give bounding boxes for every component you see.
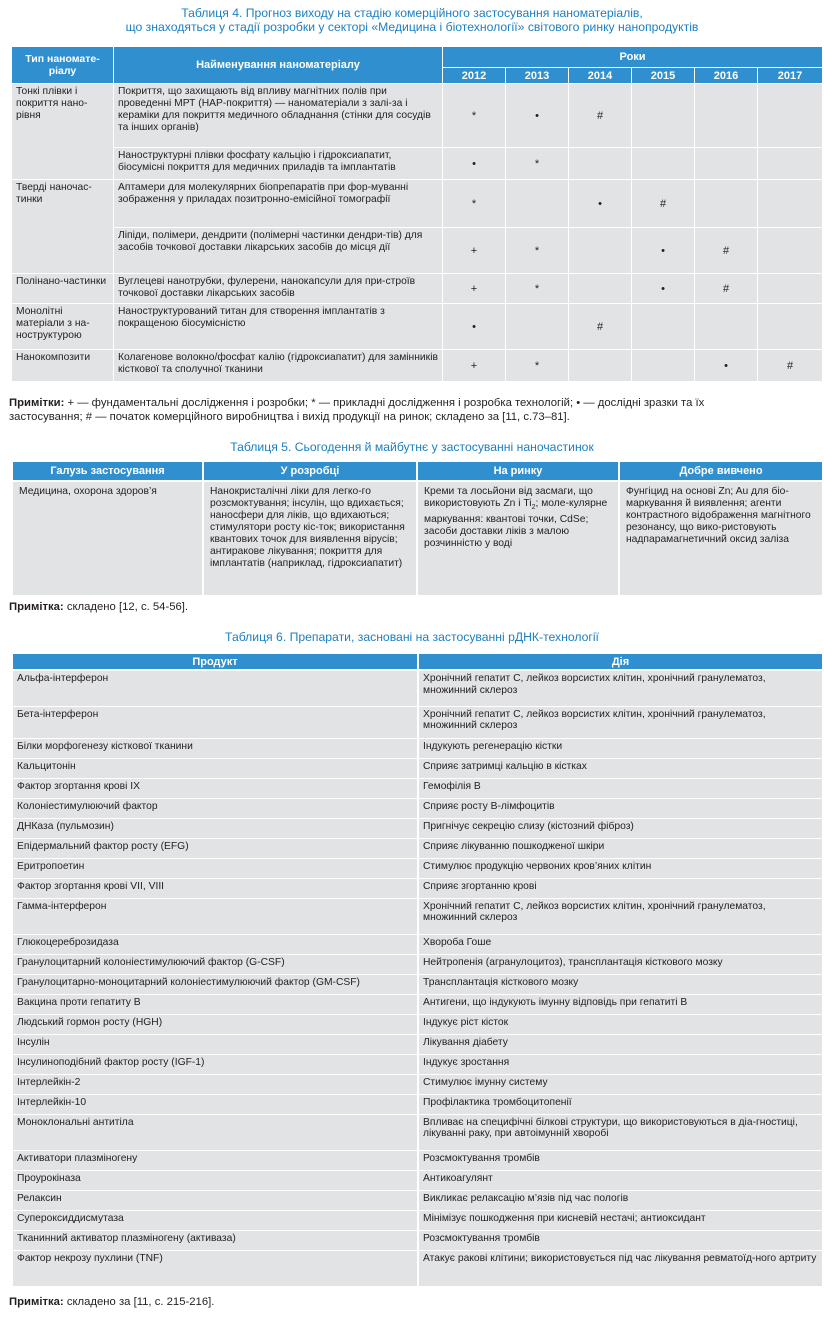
table6-product-cell: Гранулоцитарний колоніестимулюючий фактор (G-CSF) — [12, 954, 418, 974]
table4-mark-cell — [758, 84, 823, 148]
table4-mark-cell: # — [758, 350, 823, 382]
table6-row — [12, 1074, 823, 1094]
table6-row — [12, 974, 823, 994]
table6-action-cell: Розсмоктування тромбів — [418, 1230, 823, 1250]
table4-name-cell: Ліпіди, полімери, дендрити (полімерні частинки дендри-тів) для засобів точкової доставки лікарських засобів до місця дії — [114, 228, 443, 274]
table4-type-cell: Монолітні матеріали з на-ноструктурою — [12, 304, 114, 350]
table5-header-known: Добре вивчено — [619, 461, 823, 481]
table4-mark-cell: # — [569, 84, 632, 148]
table6-row — [12, 858, 823, 878]
table4-mark-cell: * — [506, 228, 569, 274]
table6-product-cell: Білки морфогенезу кісткової тканини — [12, 738, 418, 758]
table6-product-cell: Моноклональні антитіла — [12, 1114, 418, 1150]
table4-mark-cell — [695, 180, 758, 228]
table4-year-header: 2016 — [695, 68, 758, 84]
table4 — [11, 46, 823, 382]
table6-row — [12, 798, 823, 818]
table6-row — [12, 1190, 823, 1210]
table6-row — [12, 758, 823, 778]
table6-action-cell: Хронічний гепатит С, лейкоз ворсистих клітин, хронічний гранулематоз, множинний склероз — [418, 670, 823, 706]
table6-row — [12, 994, 823, 1014]
table6-product-cell: Фактор згортання крові IX — [12, 778, 418, 798]
table4-name-cell: Покриття, що захищають від впливу магнітних полів при проведенні МРТ (НАР-покриття) — наноматеріали з залі-за і кераміки для покриття медичного обладнання (стінки для сосудів та інших органів) — [114, 84, 443, 148]
table4-mark-cell: • — [506, 84, 569, 148]
table4-mark-cell — [758, 274, 823, 304]
table6-header-product: Продукт — [12, 653, 418, 670]
table4-mark-cell: + — [443, 274, 506, 304]
table6-product-cell: Колоніестимулюючий фактор — [12, 798, 418, 818]
table4-mark-cell: • — [443, 148, 506, 180]
table4-mark-cell: • — [443, 304, 506, 350]
table6-action-cell: Хронічний гепатит С, лейкоз ворсистих клітин, хронічний гранулематоз, множинний склероз — [418, 706, 823, 738]
table6-note-text: складено за [11, с. 215-216]. — [66, 1296, 215, 1308]
table6-action-cell: Хвороба Гоше — [418, 934, 823, 954]
table6-action-cell: Лікування діабету — [418, 1034, 823, 1054]
table5-note — [9, 600, 188, 614]
table6-row — [12, 1054, 823, 1074]
table6-product-cell: Фактор згортання крові VII, VIII — [12, 878, 418, 898]
table6-row — [12, 1014, 823, 1034]
table6-product-cell: Супероксиддисмутаза — [12, 1210, 418, 1230]
table4-caption-line2: що знаходяться у стадії розробки у секторі «Медицина і біотехнології» світового ринку нанопродуктів — [125, 20, 699, 34]
table6-product-cell: Бета-інтерферон — [12, 706, 418, 738]
table4-mark-cell — [758, 304, 823, 350]
table6-action-cell: Розсмоктування тромбів — [418, 1150, 823, 1170]
table6-row — [12, 1250, 823, 1286]
table4-mark-cell: * — [443, 84, 506, 148]
table4-year-header: 2015 — [632, 68, 695, 84]
table4-mark-cell — [632, 304, 695, 350]
table4-name-cell: Наноструктурні плівки фосфату кальцію і гідроксиапатит, біосумісні покриття для медичних приладів та імплантатів — [114, 148, 443, 180]
table5-header-dev: У розробці — [203, 461, 417, 481]
table6-action-cell: Сприяє згортанню крові — [418, 878, 823, 898]
table4-mark-cell — [695, 148, 758, 180]
table5-field: Медицина, охорона здоров’я — [12, 481, 203, 596]
table4-mark-cell: # — [569, 304, 632, 350]
table4-name-cell: Наноструктурований титан для створення імплантатів з покращеною біосумісністю — [114, 304, 443, 350]
table6-row — [12, 1170, 823, 1190]
table4-mark-cell — [758, 228, 823, 274]
table4-mark-cell — [506, 180, 569, 228]
table4-header-type: Тип наномате-ріалу — [12, 47, 114, 84]
table5-dev: Нанокристалічні ліки для легко-го розсмоктування; інсулін, що вдихається; наносфери для ліків, що вдихаються; стимулятори росту кіс-ток; використання квантових точок для виявлення вірусів; антиракове лікування; покриття для імплантатів (наприклад, гідроксиапатит) — [203, 481, 417, 596]
table4-mark-cell: * — [506, 148, 569, 180]
table6-action-cell: Стимулює продукцію червоних кров’яних клітин — [418, 858, 823, 878]
table6-row — [12, 670, 823, 706]
table4-header-years: Роки — [443, 47, 823, 68]
table6-action-cell: Сприяє росту В-лімфоцитів — [418, 798, 823, 818]
table6-row — [12, 706, 823, 738]
table6-action-cell: Індукує ріст кісток — [418, 1014, 823, 1034]
table4-note-label: Примітки: — [9, 397, 65, 409]
table6-row — [12, 1114, 823, 1150]
table6-product-cell: Активатори плазміногену — [12, 1150, 418, 1170]
table6-product-cell: Інтерлейкін-2 — [12, 1074, 418, 1094]
table4-mark-cell — [758, 180, 823, 228]
table4-mark-cell: * — [443, 180, 506, 228]
table6-action-cell: Нейтропенія (агранулоцитоз), трансплантація кісткового мозку — [418, 954, 823, 974]
table4-mark-cell: # — [695, 274, 758, 304]
table6-row — [12, 954, 823, 974]
table4-mark-cell: • — [632, 228, 695, 274]
table6-row — [12, 1230, 823, 1250]
table6-action-cell: Трансплантація кісткового мозку — [418, 974, 823, 994]
table4-mark-cell — [632, 84, 695, 148]
table6-action-cell: Гемофілія B — [418, 778, 823, 798]
table6-product-cell: Гранулоцитарно-моноцитарний колоніестимулюючий фактор (GM-CSF) — [12, 974, 418, 994]
table4-mark-cell — [632, 148, 695, 180]
table5-note-text: складено [12, с. 54-56]. — [66, 601, 189, 613]
table4-name-cell: Вуглецеві нанотрубки, фулерени, нанокапсули для при-строїв точкової доставки лікарських засобів — [114, 274, 443, 304]
table4-header-name: Найменування наноматеріалу — [114, 47, 443, 84]
table6-product-cell: Еритропоетин — [12, 858, 418, 878]
table6-row — [12, 898, 823, 934]
table6-action-cell: Профілактика тромбоцитопенії — [418, 1094, 823, 1114]
table4-mark-cell: • — [695, 350, 758, 382]
table4-mark-cell: # — [695, 228, 758, 274]
table4-name-cell: Аптамери для молекулярних біопрепаратів при фор-муванні зображення у приладах позитронно-емісійної томографії — [114, 180, 443, 228]
table6-row — [12, 1034, 823, 1054]
table4-caption-line1: Таблиця 4. Прогноз виходу на стадію комерційного застосування наноматеріалів, — [181, 6, 643, 20]
table6-action-cell: Сприяє лікуванню пошкодженої шкіри — [418, 838, 823, 858]
table4-caption — [0, 6, 824, 34]
table4-mark-cell: * — [506, 350, 569, 382]
table6-row — [12, 818, 823, 838]
table6-action-cell: Атакує ракові клітини; використовується під час лікування ревматоїд-ного артриту — [418, 1250, 823, 1286]
table4-mark-cell: + — [443, 350, 506, 382]
table4-mark-cell — [569, 228, 632, 274]
table4-note-line1: + — фундаментальні дослідження і розробки; * — прикладні дослідження і розробка технологій; • — дослідні зразки та їх — [67, 397, 705, 409]
table6-row — [12, 1150, 823, 1170]
table6-header-action: Дія — [418, 653, 823, 670]
table5-header-market: На ринку — [417, 461, 619, 481]
table6-product-cell: Людський гормон росту (HGH) — [12, 1014, 418, 1034]
table6 — [11, 652, 824, 1287]
table6-product-cell: Інсулін — [12, 1034, 418, 1054]
table4-mark-cell: • — [569, 180, 632, 228]
table6-note-label: Примітка: — [9, 1296, 64, 1308]
table4-row — [12, 274, 823, 304]
table5-market: Креми та лосьйони від засмаги, що використовують Zn і $Ti_2$; моле-кулярне маркування: квантові точки, CdSe; засоби доставки ліків з малою розчинністю у воді — [417, 481, 619, 596]
table6-caption: Таблиця 6. Препарати, засновані на застосуванні рДНК-технології — [225, 630, 599, 644]
table4-mark-cell: # — [632, 180, 695, 228]
table4-notes — [9, 396, 704, 424]
table6-action-cell: Викликає релаксацію м’язів під час пологів — [418, 1190, 823, 1210]
table6-product-cell: Вакцина проти гепатиту B — [12, 994, 418, 1014]
table6-product-cell: Інтерлейкін-10 — [12, 1094, 418, 1114]
table6-action-cell: Антигени, що індукують імунну відповідь при гепатиті B — [418, 994, 823, 1014]
table5-known: Фунгіцид на основі Zn; Au для біо-маркування й виявлення; агенти контрастного відображення магнітного резонансу, що вико-ристовують надпарамагнетичний оксид заліза — [619, 481, 823, 596]
table4-mark-cell — [569, 274, 632, 304]
table6-product-cell: ДНКаза (пульмозин) — [12, 818, 418, 838]
table4-year-header: 2014 — [569, 68, 632, 84]
table4-row — [12, 180, 823, 228]
table6-row — [12, 1210, 823, 1230]
table4-name-cell: Колагенове волокно/фосфат калію (гідроксиапатит) для замінників кісткової та сполучної тканини — [114, 350, 443, 382]
table6-product-cell: Епідермальний фактор росту (EFG) — [12, 838, 418, 858]
table6-action-cell: Індукують регенерацію кістки — [418, 738, 823, 758]
table6-action-cell: Стимулює імунну систему — [418, 1074, 823, 1094]
table4-year-header: 2013 — [506, 68, 569, 84]
table6-product-cell: Кальцитонін — [12, 758, 418, 778]
table5-header-field: Галузь застосування — [12, 461, 203, 481]
table6-product-cell: Фактор некрозу пухлини (TNF) — [12, 1250, 418, 1286]
table6-product-cell: Глюкоцереброзидаза — [12, 934, 418, 954]
table6-product-cell: Тканинний активатор плазміногену (активаза) — [12, 1230, 418, 1250]
table6-product-cell: Альфа-інтерферон — [12, 670, 418, 706]
table4-mark-cell — [569, 148, 632, 180]
table4-row — [12, 304, 823, 350]
table6-row — [12, 934, 823, 954]
table6-product-cell: Релаксин — [12, 1190, 418, 1210]
table4-note-line2: застосування; # — початок комерційного виробництва і вихід продукції на ринок; складено за [11, с.73–81]. — [9, 411, 570, 423]
table4-year-header: 2017 — [758, 68, 823, 84]
table6-row — [12, 1094, 823, 1114]
table6-product-cell: Гамма-інтерферон — [12, 898, 418, 934]
table4-mark-cell — [695, 304, 758, 350]
table4-mark-cell: * — [506, 274, 569, 304]
table4-mark-cell — [695, 84, 758, 148]
table6-product-cell: Проурокіназа — [12, 1170, 418, 1190]
table4-row — [12, 148, 823, 180]
table6-row — [12, 838, 823, 858]
table4-type-cell: Полінано-частинки — [12, 274, 114, 304]
table4-mark-cell: • — [632, 274, 695, 304]
table6-action-cell: Індукує зростання — [418, 1054, 823, 1074]
table6-action-cell: Антикоагулянт — [418, 1170, 823, 1190]
table6-action-cell: Пригнічує секрецію слизу (кістозний фіброз) — [418, 818, 823, 838]
table4-mark-cell: + — [443, 228, 506, 274]
table5 — [11, 460, 824, 597]
table4-mark-cell — [569, 350, 632, 382]
table6-action-cell: Хронічний гепатит С, лейкоз ворсистих клітин, хронічний гранулематоз, множинний склероз — [418, 898, 823, 934]
table5-caption: Таблиця 5. Сьогодення й майбутнє у застосуванні наночастинок — [230, 440, 594, 454]
table4-type-cell: Тверді наночас-тинки — [12, 180, 114, 274]
table6-note — [9, 1295, 214, 1309]
table4-mark-cell — [506, 304, 569, 350]
table4-row — [12, 350, 823, 382]
table6-product-cell: Інсулиноподібний фактор росту (IGF-1) — [12, 1054, 418, 1074]
table4-mark-cell — [758, 148, 823, 180]
table6-action-cell: Впливає на специфічні білкові структури, що використовуються в діа-гностиці, лікуванні раку, при автоімунній хворобі — [418, 1114, 823, 1150]
table4-mark-cell — [632, 350, 695, 382]
table5-note-label: Примітка: — [9, 601, 64, 613]
table4-year-header: 2012 — [443, 68, 506, 84]
table6-row — [12, 778, 823, 798]
table4-type-cell: Нанокомпозити — [12, 350, 114, 382]
table6-action-cell: Мінімізує пошкодження при кисневій нестачі; антиоксидант — [418, 1210, 823, 1230]
table4-row — [12, 84, 823, 148]
table6-row — [12, 738, 823, 758]
table6-row — [12, 878, 823, 898]
table4-row — [12, 228, 823, 274]
table4-type-cell: Тонкі плівки і покриття нано-рівня — [12, 84, 114, 180]
table6-action-cell: Сприяє затримці кальцію в кістках — [418, 758, 823, 778]
